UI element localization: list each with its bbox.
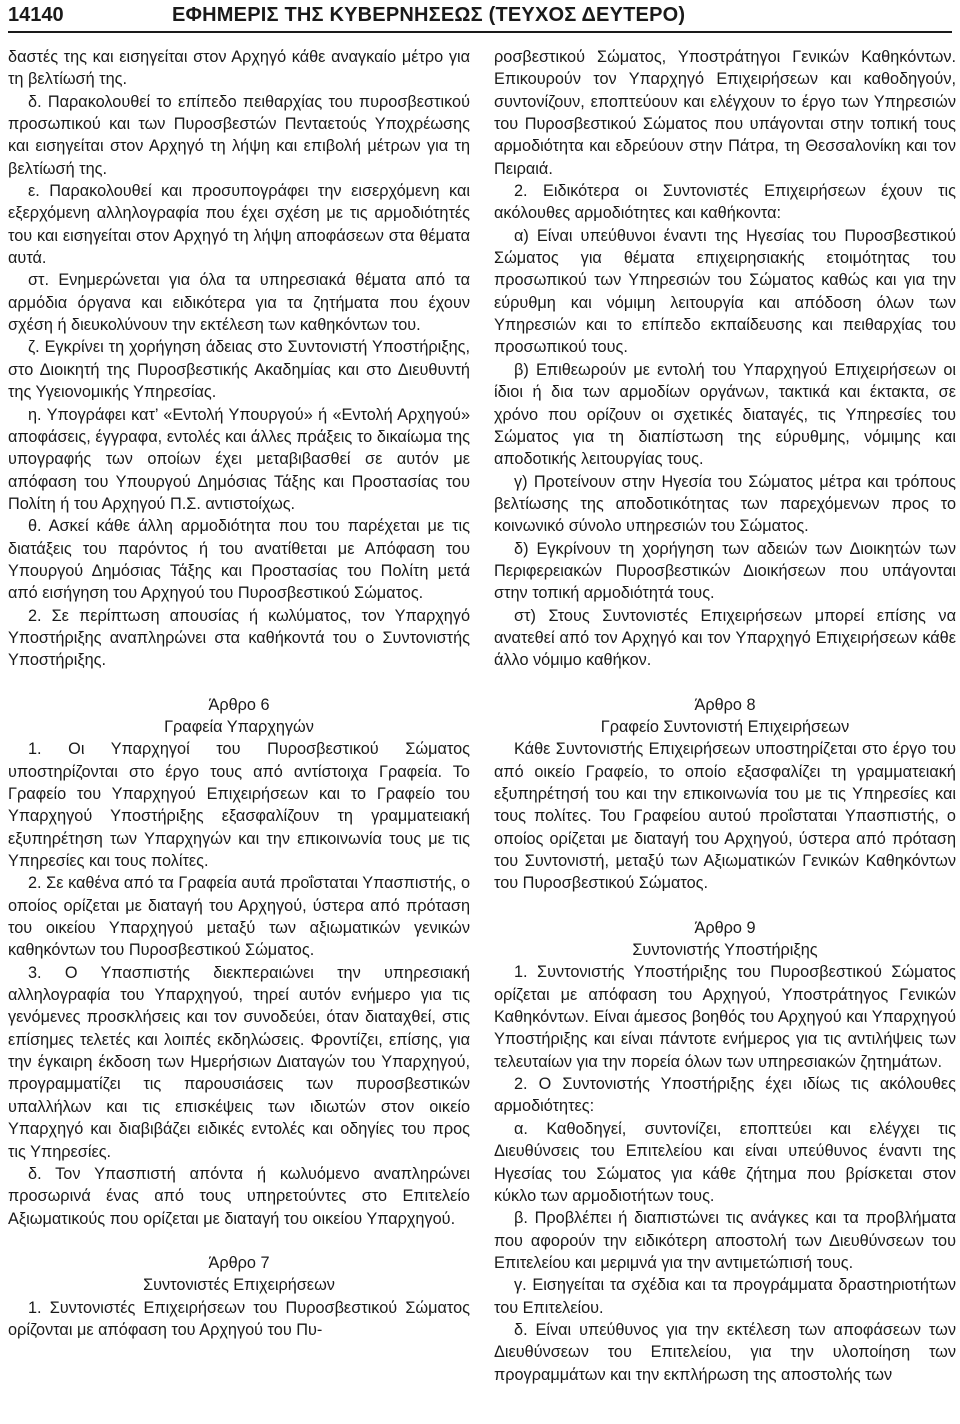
- paragraph: γ) Προτείνουν στην Ηγεσία του Σώματος μέτρα και τρόπους βελτίωσης της αποδοτικότητας των παρεχόμενων προς το κοινωνικό σύνολο υπηρεσιών του Σώματος.: [494, 472, 956, 536]
- paragraph: δ. Είναι υπεύθυνος για την εκτέλεση των αποφάσεων των Διευθύνσεων του Επιτελείου, για την υλοποίηση των προγραμμάτων και την εκπλήρωση της αποστολής των: [494, 1320, 956, 1384]
- paragraph: 1. Οι Υπαρχηγοί του Πυροσβεστικού Σώματος υποστηρίζονται στο έργο τους από αντίστοιχα Γραφεία. Το Γραφείο του Υπαρχηγού Επιχειρήσεων και το Γραφείο του Υπαρχηγού Υποστήριξης εξασφαλίζουν τη γραμματειακή εξυπηρέτηση των Υπαρχηγών και την επικοινωνία τους με τις Υπηρεσίες και τους πολίτες.: [8, 740, 470, 871]
- paragraph: ροσβεστικού Σώματος, Υποστράτηγοι Γενικών Καθηκόντων. Επικουρούν τον Υπαρχηγό Επιχειρήσεων και καθοδηγούν, συντονίζουν, εποπτεύουν και ελέγχουν το έργο των Υπηρεσιών του Πυροσβεστικού Σώματος που υπάγονται στην τοπική τους αρμοδιότητα και εδρεύουν στην Πάτρα, τη Θεσσαλονίκη και τον Πειραιά.: [494, 48, 956, 178]
- article-8-title: Γραφείο Συντονιστή Επιχειρήσεων: [600, 717, 850, 736]
- journal-title: ΕΦΗΜΕΡΙΣ ΤΗΣ ΚΥΒΕΡΝΗΣΕΩΣ (ΤΕΥΧΟΣ ΔΕΥΤΕΡΟ): [172, 4, 686, 26]
- paragraph: Κάθε Συντονιστής Επιχειρήσεων υποστηρίζεται στο έργο του από οικείο Γραφείο, το οποίο εξασφαλίζει τη γραμματειακή εξυπηρέτησή του και την επικοινωνία του με τις Υπηρεσίες και τους πολίτες. Του Γραφείου αυτού προΐσταται Υπασπιστής, ο οποίος ορίζεται με διαταγή του Αρχηγού, ύστερα από πρόταση του Συντονιστή, μεταξύ των Αξιωματικών Γενικών Καθηκόντων του Πυροσβεστικού Σώματος.: [494, 740, 956, 893]
- article-6-title: Γραφεία Υπαρχηγών: [164, 717, 314, 736]
- paragraph: α. Καθοδηγεί, συντονίζει, εποπτεύει και ελέγχει τις Διευθύνσεις του Επιτελείου και είναι υπεύθυνος έναντι της Ηγεσίας του Σώματος για κάθε ζήτημα που βρίσκεται στον κύκλο των αρμοδιοτήτων τους.: [494, 1119, 956, 1205]
- paragraph: 1. Συντονιστές Επιχειρήσεων του Πυροσβεστικού Σώματος ορίζονται με απόφαση του Αρχηγού του Πυ-: [8, 1298, 470, 1339]
- paragraph: 2. Σε καθένα από τα Γραφεία αυτά προΐσταται Υπασπιστής, ο οποίος ορίζεται με διαταγή του Αρχηγού, ύστερα από πρόταση του οικείου Υπαρχηγού μεταξύ των αξιωματικών γενικών καθηκόντων του Πυροσβεστικού Σώματος.: [8, 874, 470, 960]
- page-number: 14140: [8, 4, 64, 26]
- paragraph: δαστές της και εισηγείται στον Αρχηγό κάθε αναγκαίο μέτρο για τη βελτίωσή της.: [8, 48, 470, 89]
- article-7-title: Συντονιστές Επιχειρήσεων: [143, 1276, 335, 1295]
- left-column: [8, 46, 470, 1424]
- paragraph: 2. Ο Συντονιστής Υποστήριξης έχει ιδίως τις ακόλουθες αρμοδιότητες:: [494, 1075, 956, 1116]
- article-8-number: Άρθρο 8: [694, 695, 756, 714]
- paragraph: 2. Σε περίπτωση απουσίας ή κωλύματος, τον Υπαρχηγό Υποστήριξης αναπληρώνει στα καθήκοντά του ο Συντονιστής Υποστήριξης.: [8, 606, 470, 670]
- article-7-number: Άρθρο 7: [208, 1253, 270, 1272]
- paragraph: ζ. Εγκρίνει τη χορήγηση άδειας στο Συντονιστή Υποστήριξης, στο Διοικητή της Πυροσβεστικής Ακαδημίας και στο Διευθυντή της Υγειονομικής Υπηρεσίας.: [8, 338, 470, 402]
- paragraph: γ. Εισηγείται τα σχέδια και τα προγράμματα δραστηριοτήτων του Επιτελείου.: [494, 1276, 956, 1317]
- paragraph: η. Υπογράφει κατ’ «Εντολή Υπουργού» ή «Εντολή Αρχηγού» αποφάσεις, έγγραφα, εντολές και άλλες πράξεις το δικαίωμα της υπογραφής των οποίων έχει μεταβιβασθεί σε αυτόν με απόφαση του Υπουργού Δημόσιας Τάξης και Προστασίας του Πολίτη ή του Αρχηγού Π.Σ. αντιστοίχως.: [8, 405, 470, 513]
- right-column: [494, 46, 956, 1424]
- paragraph: ε. Παρακολουθεί και προσυπογράφει την εισερχόμενη και εξερχόμενη αλληλογραφία που έχει σχέση με τις αρμοδιότητές του και εισηγείται στον Αρχηγό τη λήψη αποφάσεων στα θέματα αυτά.: [8, 182, 470, 268]
- paragraph: στ. Ενημερώνεται για όλα τα υπηρεσιακά θέματα από τα αρμόδια όργανα και ειδικότερα για τα ζητήματα που έχουν σχέση ή διευκολύνουν την εκτέλεση των καθηκόντων του.: [8, 271, 470, 335]
- paragraph: θ. Ασκεί κάθε άλλη αρμοδιότητα που του παρέχεται με τις διατάξεις του παρόντος ή του ανατίθεται με Απόφαση του Υπουργού Δημόσιας Τάξης και Προστασίας του Πολίτη μετά από εισήγηση του Αρχηγού του Πυροσβεστικού Σώματος.: [8, 517, 470, 603]
- paragraph: στ) Στους Συντονιστές Επιχειρήσεων μπορεί επίσης να ανατεθεί από τον Αρχηγό και τον Υπαρχηγό Επιχειρήσεων κάθε άλλο νόμιμο καθήκον.: [494, 606, 956, 670]
- paragraph: β) Επιθεωρούν με εντολή του Υπαρχηγού Επιχειρήσεων οι ίδιοι ή δια των αρμοδίων οργάνων, τακτικά και έκτακτα, σε χρόνο που ορίζουν οι σχετικές διαταγές, τις Υπηρεσίες του Σώματος για τη διαπίστωση της εύρυθμης, νόμιμης και αποδοτικής λειτουργίας τους.: [494, 360, 956, 469]
- paragraph: δ. Τον Υπασπιστή απόντα ή κωλυόμενο αναπληρώνει προσωρινά ένας από τους υπηρετούντες στο Επιτελείο Αξιωματικούς που ορίζεται με διαταγή του οικείου Υπαρχηγού.: [8, 1164, 470, 1228]
- article-9-title: Συντονιστής Υποστήριξης: [632, 941, 818, 960]
- article-9-number: Άρθρο 9: [694, 918, 756, 937]
- paragraph: δ. Παρακολουθεί το επίπεδο πειθαρχίας του πυροσβεστικού προσωπικού και των Πυροσβεστών Πενταετούς Υποχρέωσης και εισηγείται στον Αρχηγό τη λήψη και επιβολή μέτρων για τη βελτίωσή της.: [8, 92, 470, 178]
- paragraph: δ) Εγκρίνουν τη χορήγηση των αδειών των Διοικητών των Περιφερειακών Πυροσβεστικών Διοικήσεων που υπάγονται στην τοπική αρμοδιότητά τους.: [494, 539, 956, 603]
- paragraph: 2. Ειδικότερα οι Συντονιστές Επιχειρήσεων έχουν τις ακόλουθες αρμοδιότητες και καθήκοντα:: [494, 182, 956, 223]
- paragraph: 1. Συντονιστής Υποστήριξης του Πυροσβεστικού Σώματος ορίζεται με απόφαση του Αρχηγού, Υποστράτηγος Γενικών Καθηκόντων. Είναι άμεσος βοηθός του Αρχηγού και Υπαρχηγού Υποστήριξης και είναι πάντοτε ενήμερος για τις αντιλήψεις των τελευταίων για την πορεία όλων των υπηρεσιακών ζητημάτων.: [494, 963, 956, 1071]
- article-6-number: Άρθρο 6: [208, 695, 270, 714]
- paragraph: α) Είναι υπεύθυνοι έναντι της Ηγεσίας του Πυροσβεστικού Σώματος για θέματα επιχειρησιακής ετοιμότητας του προσωπικού των Υπηρεσιών του Σώματος καθώς και για την εύρυθμη και νόμιμη λειτουργία και απόδοση όλων των Υπηρεσιών και το επίπεδο εκπαίδευσης και πειθαρχίας του προσωπικού τους.: [494, 226, 956, 357]
- paragraph: β. Προβλέπει ή διαπιστώνει τις ανάγκες και τα προβλήματα που αφορούν την ειδικότερη αποστολή των Διευθύνσεων του Επιτελείου και μεριμνά για την αντιμετώπισή τους.: [494, 1209, 956, 1272]
- header-rule: [8, 31, 952, 33]
- page-header: [8, 2, 952, 30]
- paragraph: 3. Ο Υπασπιστής διεκπεραιώνει την υπηρεσιακή αλληλογραφία του Υπαρχηγού, τηρεί αυτόν ενήμερο για τις γενόμενες προσκλήσεις και τον συνοδεύει, όταν διαταχθεί, στις επίσημες τελετές και λοιπές εκδηλώσεις. Φροντίζει, επίσης, για την έγκαιρη έκδοση των Ημερήσιων Διαταγών του Υπαρχηγού, προγραμματίζει τις παρουσιάσεις των πυροσβεστικών υπαλλήλων και τις επισκέψεις των ιδιωτών στον οικείο Υπαρχηγό και διαβιβάζει ειδικές εντολές και οδηγίες του προς τις Υπηρεσίες.: [8, 963, 470, 1161]
